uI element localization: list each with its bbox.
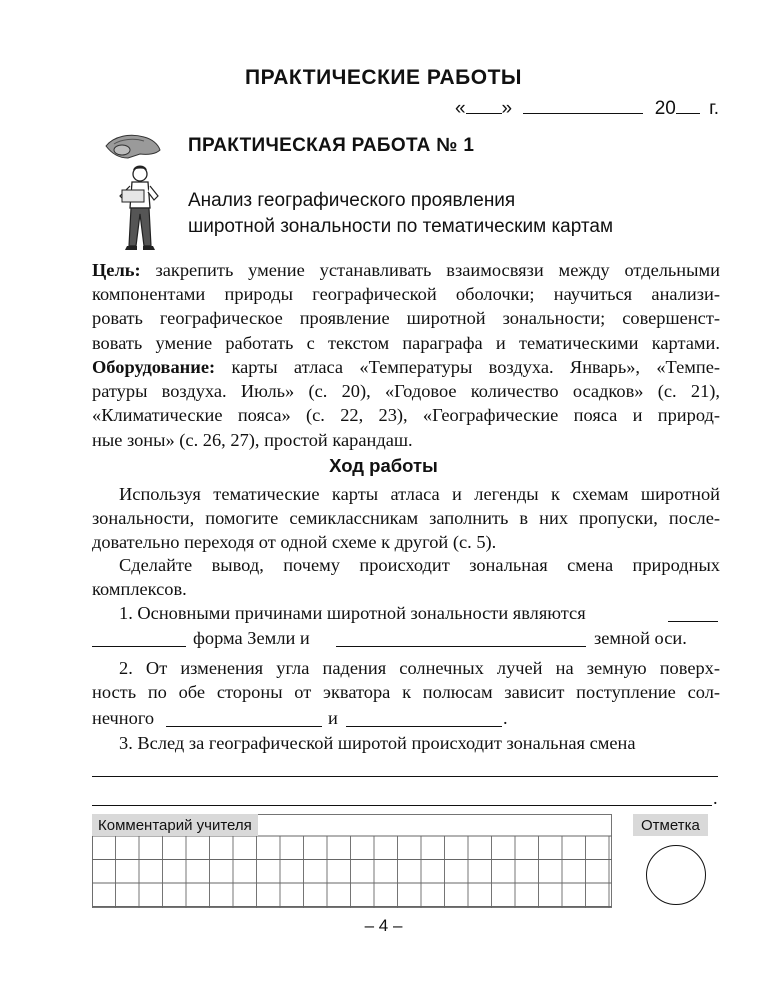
equipment-line: карты атласа «Температуры воздуха. Январь», «Темпе- [231,357,720,377]
task2-paragraph [92,656,720,704]
task2-start-text: нечного [92,708,155,728]
task2-dot: . [503,708,508,728]
task1-line1: 1. Основными причинами широтной зональности являются [119,603,586,623]
goal-line: компонентами природы географической оболочки; научиться анализи- [92,284,720,305]
conclusion-line: комплексов. [92,579,187,600]
equipment-line: ные зоны» (с. 26, 27), простой карандаш. [92,429,413,450]
intro-line: Используя тематические карты атласа и легенды к схемам широтной [119,484,720,504]
grade-label: Отметка [633,814,708,836]
equipment-label: Оборудование: [92,357,216,377]
year-suffix: г. [709,98,719,119]
equipment-line: ратуры воздуха. Июль» (с. 20), «Годовое количество осадков» (с. 21), [92,381,720,402]
goal-paragraph [92,258,720,355]
conclusion-line: Сделайте вывод, почему происходит зональная смена природных [119,555,720,575]
task3-line: 3. Вслед за географической широтой происходит зональная смена [119,733,636,753]
task2-blank-2[interactable] [346,726,502,727]
task1-blank-1[interactable] [668,621,718,622]
date-open-quote: « [454,98,466,119]
date-line [455,97,719,120]
comment-label: Комментарий учителя [92,814,258,836]
section-title: ПРАКТИЧЕСКИЕ РАБОТЫ [244,66,522,89]
month-blank[interactable] [523,97,643,114]
subtitle-line: Анализ географического проявления [188,190,516,211]
date-close-quote: » [501,98,513,119]
work-subtitle [188,188,613,240]
task1-blank-2[interactable] [92,646,186,647]
day-blank[interactable] [466,97,502,114]
goal-line: ровать географическое проявление широтной зональности; совершенст- [92,308,720,329]
task1-end-text: земной оси. [594,628,687,648]
task3-dot: . [713,788,718,808]
equipment-line: «Климатические пояса» (с. 22, 23), «Географические пояса и природ- [92,405,720,426]
student-illustration [100,128,172,256]
equipment-paragraph [92,355,720,452]
task3-blank-2[interactable] [92,805,712,806]
procedure-intro [92,482,720,555]
task2-line: 2. От изменения угла падения солнечных лучей на земную поверх- [119,658,720,678]
task1-mid-text: форма Земли и [193,628,310,648]
grade-circle[interactable] [646,845,706,905]
goal-line: вовать умение работать с текстом параграфа и тематическими картами. [92,332,720,353]
task1-blank-3[interactable] [336,646,586,647]
task2-and-text: и [328,708,338,728]
task2-line: ность по обе стороны от экватора к полюсам зависит поступление сол- [92,682,720,703]
procedure-conclusion [92,553,720,601]
intro-line: зональности, помогите семиклассникам заполнить в них пропуски, после- [92,508,720,529]
subtitle-line: широтной зональности по тематическим картам [188,216,614,237]
year-blank[interactable] [676,97,700,114]
task2-blank-1[interactable] [166,726,322,727]
work-title: ПРАКТИЧЕСКАЯ РАБОТА № 1 [188,135,475,156]
task3-blank-1[interactable] [92,776,718,777]
goal-label: Цель: [92,260,141,280]
intro-line: довательно переходя от одной схеме к другой (с. 5). [92,532,497,553]
procedure-heading: Ход работы [329,455,438,476]
boy-figure [120,166,158,251]
page-number: – 4 – [364,916,403,935]
goal-line: закрепить умение устанавливать взаимосвязи между отдельными [155,260,720,280]
year-prefix: 20 [654,98,676,119]
hand-icon [106,135,160,158]
